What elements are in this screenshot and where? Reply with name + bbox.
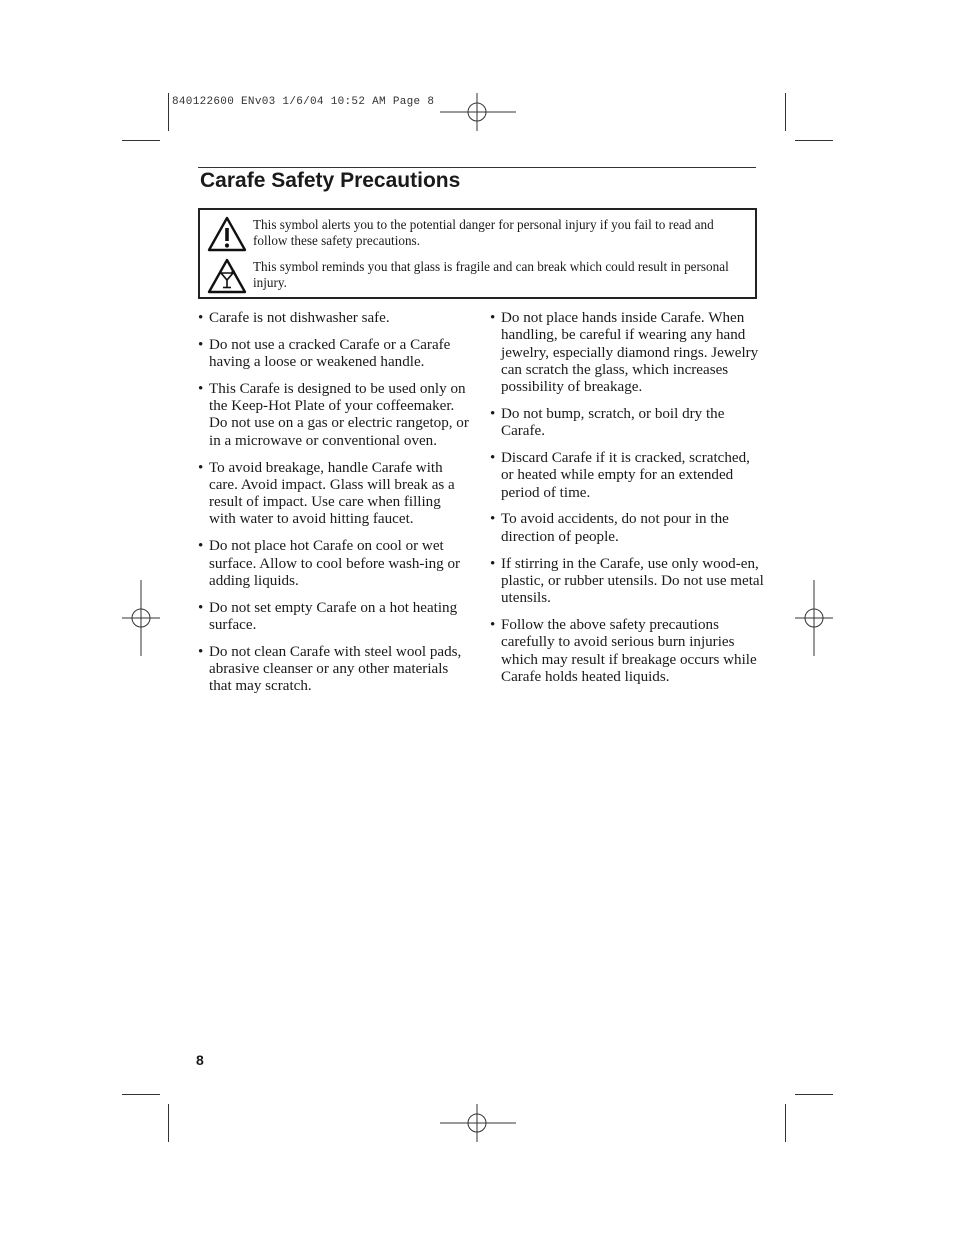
glass-warning-text: This symbol reminds you that glass is fragile and can break which could result in personal injury.: [253, 259, 729, 290]
list-item: • Discard Carafe if it is cracked, scratched, or heated while empty for an extended period of time.: [490, 450, 750, 501]
list-item: • Carafe is not dishwasher safe.: [198, 310, 390, 326]
registration-mark-icon: [795, 580, 833, 656]
list-item: • This Carafe is designed to be used only on the Keep-Hot Plate of your coffeemaker. Do not use on a gas or electric rangetop, or in a microwave or conventional oven.: [198, 380, 469, 449]
page-number: 8: [196, 1052, 204, 1068]
crop-mark: [795, 1094, 833, 1095]
warning-triangle-icon: [207, 216, 247, 252]
warning-text: This symbol alerts you to the potential danger for personal injury if you fail to read and follow these safety precautions.: [253, 217, 714, 248]
warning-row: [200, 216, 755, 254]
crop-mark: [785, 93, 786, 131]
list-item: • To avoid breakage, handle Carafe with care. Avoid impact. Glass will break as a result of impact. Use care when filling with water to avoid hitting faucet.: [198, 459, 455, 528]
list-item: • Do not place hot Carafe on cool or wet surface. Allow to cool before wash-ing or adding liquids.: [198, 538, 461, 589]
list-item: • Do not set empty Carafe on a hot heating surface.: [198, 599, 458, 633]
crop-mark: [122, 140, 160, 141]
list-item: • Do not bump, scratch, or boil dry the Carafe.: [490, 405, 725, 440]
page-title: Carafe Safety Precautions: [200, 169, 461, 192]
crop-mark: [785, 1104, 786, 1142]
registration-mark-icon: [122, 580, 160, 656]
list-item: • Do not place hands inside Carafe. When handling, be careful if wearing any hand jewelry, especially diamond rings. Jewelry can scratch the glass, which increases possibility of breakage.: [490, 310, 759, 396]
safety-symbols-box: [198, 208, 757, 299]
crop-mark: [795, 140, 833, 141]
list-item: • To avoid accidents, do not pour in the direction of people.: [490, 511, 729, 545]
print-slug-line: 840122600 ENv03 1/6/04 10:52 AM Page 8: [172, 96, 435, 108]
list-item: • Do not use a cracked Carafe or a Carafe having a loose or weakened handle.: [198, 336, 451, 371]
registration-mark-icon: [440, 1104, 516, 1142]
precautions-left-column: [198, 310, 470, 705]
list-item: • Follow the above safety precautions carefully to avoid serious burn injuries which may result if breakage occurs while Carafe holds heated liquids.: [490, 616, 757, 685]
crop-mark: [122, 1094, 160, 1095]
crop-mark: [168, 1104, 169, 1142]
registration-mark-icon: [440, 93, 516, 131]
precautions-right-column: [490, 310, 765, 696]
list-item: • If stirring in the Carafe, use only wood-en, plastic, or rubber utensils. Do not use metal utensils.: [490, 555, 764, 607]
crop-mark: [168, 93, 169, 131]
broken-glass-icon: [207, 258, 247, 294]
list-item: • Do not clean Carafe with steel wool pads, abrasive cleanser or any other materials that may scratch.: [198, 643, 462, 695]
glass-warning-row: [200, 258, 755, 296]
